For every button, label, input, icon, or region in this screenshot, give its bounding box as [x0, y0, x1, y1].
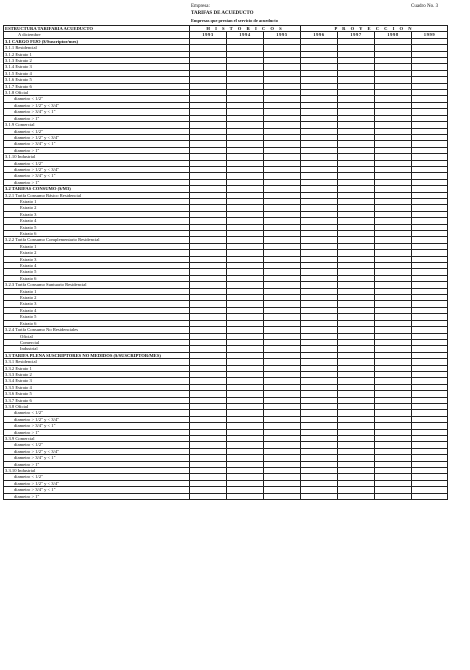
- row-label: diametro < 1/2": [4, 128, 190, 134]
- row-label: diametro > 3/4" y < 1": [4, 109, 190, 115]
- value-cell[interactable]: [227, 493, 264, 499]
- row-label: 3.3.1 Residencial: [4, 359, 190, 365]
- row-label: 3.3.6 Estrato 5: [4, 391, 190, 397]
- row-label: diametro > 1/2" y < 3/4": [4, 102, 190, 108]
- cuadro-number: Cuadro No. 3: [411, 4, 439, 9]
- row-label: diametro > 1": [4, 493, 190, 499]
- row-label: Estrato 6: [4, 320, 190, 326]
- value-cell[interactable]: [375, 493, 412, 499]
- row-label: 3.3 TARIFA PLENA SUSCRIPTORES NO MEDIDOS ($/SUSCRIPTOR/MES): [4, 352, 190, 358]
- row-label: 3.1.2 Estrato 1: [4, 51, 190, 57]
- row-label: Estrato 3: [4, 301, 190, 307]
- row-label: 3.3.3 Estrato 2: [4, 371, 190, 377]
- header-row-1: [4, 26, 448, 32]
- row-label: diametro > 1": [4, 115, 190, 121]
- row-label: 3.3.10 Industrial: [4, 468, 190, 474]
- row-label: Estrato 5: [4, 269, 190, 275]
- year-1993: 1993: [190, 32, 227, 38]
- row-label: Estrato 1: [4, 288, 190, 294]
- row-label: diametro > 1": [4, 147, 190, 153]
- row-label: Estrato 5: [4, 314, 190, 320]
- row-label: 3.1.4 Estrato 3: [4, 64, 190, 70]
- row-label: 3.1.1 Residencial: [4, 45, 190, 51]
- row-label: 3.1.5 Estrato 4: [4, 70, 190, 76]
- row-label: Estrato 6: [4, 275, 190, 281]
- value-cell[interactable]: [190, 493, 227, 499]
- year-1997: 1997: [338, 32, 375, 38]
- row-label: Estrato 4: [4, 263, 190, 269]
- document-subtitle: Empresas que prestan el servicio de acueducto: [191, 18, 278, 23]
- row-label: diametro > 3/4" y < 1": [4, 487, 190, 493]
- row-label: 3.3.7 Estrato 6: [4, 397, 190, 403]
- row-label: 3.2.1 Tarifa Consumo Básico Residencial: [4, 192, 190, 198]
- row-label: 3.3.8 Oficial: [4, 403, 190, 409]
- row-label: diametro > 1/2" y < 3/4": [4, 134, 190, 140]
- column-title: ESTRUCTURA TARIFARIA ACUEDUCTO: [4, 26, 190, 32]
- row-label: 3.1.6 Estrato 5: [4, 77, 190, 83]
- row-label: diametro > 1": [4, 179, 190, 185]
- row-label: Comercial: [4, 339, 190, 345]
- row-label: Estrato 1: [4, 198, 190, 204]
- row-label: diametro > 3/4" y < 1": [4, 455, 190, 461]
- row-label: Estrato 4: [4, 218, 190, 224]
- row-label: Estrato 2: [4, 205, 190, 211]
- row-label: diametro < 1/2": [4, 474, 190, 480]
- row-label: Estrato 5: [4, 224, 190, 230]
- row-label: 3.1.7 Estrato 6: [4, 83, 190, 89]
- value-cell[interactable]: [412, 493, 448, 499]
- row-label: diametro > 1/2" y < 3/4": [4, 448, 190, 454]
- row-label: Estrato 1: [4, 243, 190, 249]
- year-1994: 1994: [227, 32, 264, 38]
- row-label: 3.2.4 Tarifa Consumo No Residenciales: [4, 327, 190, 333]
- row-label: diametro < 1/2": [4, 160, 190, 166]
- row-label: 3.3.9 Comercial: [4, 436, 190, 442]
- year-1996: 1996: [301, 32, 338, 38]
- row-label: 3.2.2 Tarifa Consumo Complementario Residencial: [4, 237, 190, 243]
- row-label: diametro > 3/4" y < 1": [4, 423, 190, 429]
- document-title: TARIFAS DE ACUEDUCTO: [191, 11, 254, 16]
- group-historicos: H I S T O R I C O S: [190, 26, 301, 32]
- row-label: diametro > 1": [4, 461, 190, 467]
- group-proyeccion: P R O Y E C C I O N: [301, 26, 448, 32]
- row-label: 3.2 TARIFAS CONSUMO ($/M3): [4, 186, 190, 192]
- row-label: diametro > 1/2" y < 3/4": [4, 416, 190, 422]
- row-label: 3.1.8 Oficial: [4, 90, 190, 96]
- row-label: 3.2.3 Tarifa Consumo Suntuario Residencial: [4, 282, 190, 288]
- row-label: 3.3.2 Estrato 1: [4, 365, 190, 371]
- row-label: 3.1.3 Estrato 2: [4, 58, 190, 64]
- as-of-label: A diciembre: [4, 32, 190, 38]
- row-label: Estrato 4: [4, 307, 190, 313]
- row-label: diametro > 3/4" y < 1": [4, 141, 190, 147]
- empresa-label: Empresa:: [191, 4, 210, 9]
- row-label: Oficial: [4, 333, 190, 339]
- row-label: 3.3.4 Estrato 3: [4, 378, 190, 384]
- row-label: diametro > 3/4" y < 1": [4, 173, 190, 179]
- row-label: diametro > 1/2" y < 3/4": [4, 166, 190, 172]
- table-body: [4, 26, 448, 500]
- row-label: Estrato 6: [4, 231, 190, 237]
- row-label: Estrato 2: [4, 250, 190, 256]
- row-label: 3.1.9 Comercial: [4, 122, 190, 128]
- row-label: diametro > 1": [4, 429, 190, 435]
- row-label: diametro > 1/2" y < 3/4": [4, 480, 190, 486]
- tariff-table: [3, 25, 448, 500]
- row-label: 3.1 CARGO FIJO ($/Suscriptor/mes): [4, 38, 190, 44]
- row-label: diametro < 1/2": [4, 410, 190, 416]
- row-label: 3.3.5 Estrato 4: [4, 384, 190, 390]
- value-cell[interactable]: [338, 493, 375, 499]
- row-label: diametro < 1/2": [4, 442, 190, 448]
- value-cell[interactable]: [264, 493, 301, 499]
- row-label: Estrato 2: [4, 295, 190, 301]
- row-label: Estrato 3: [4, 256, 190, 262]
- row-label: Industrial: [4, 346, 190, 352]
- year-1995: 1995: [264, 32, 301, 38]
- row-label: 3.1.10 Industrial: [4, 154, 190, 160]
- row-label: Estrato 3: [4, 211, 190, 217]
- year-1998: 1998: [375, 32, 412, 38]
- row-label: diametro < 1/2": [4, 96, 190, 102]
- table-row: [4, 493, 448, 499]
- year-1999: 1999: [412, 32, 448, 38]
- value-cell[interactable]: [301, 493, 338, 499]
